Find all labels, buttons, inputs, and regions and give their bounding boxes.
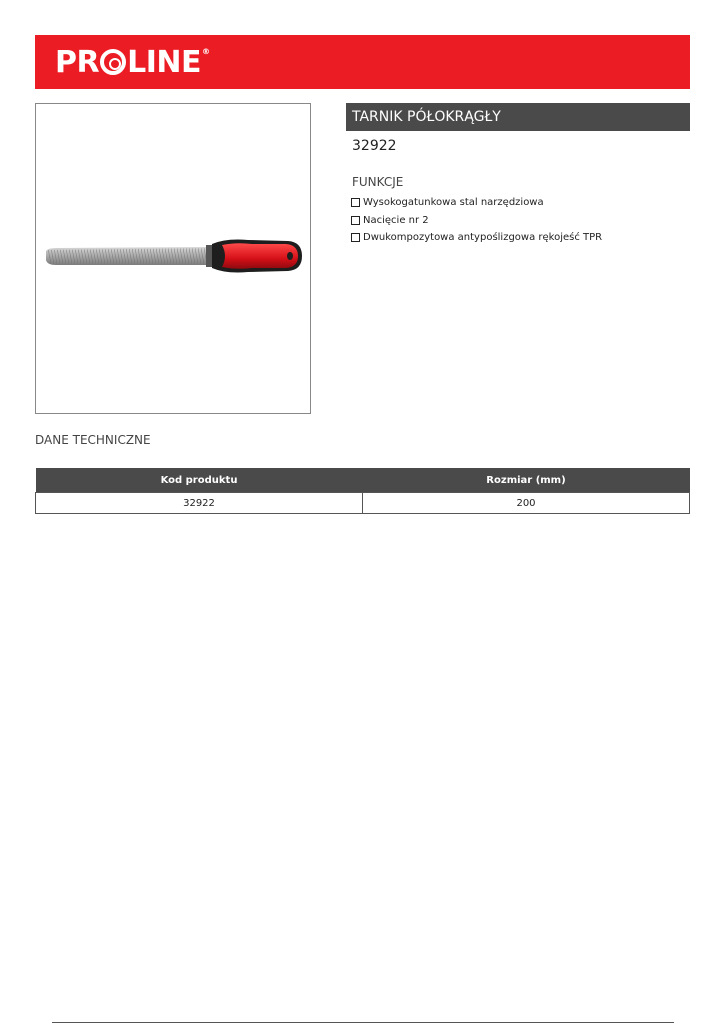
feature-item [351,212,602,230]
checkbox-icon [351,216,360,225]
table-header-row [36,468,690,493]
column-header-size: Rozmiar (mm) [363,468,690,493]
product-image [35,103,311,414]
technical-data-heading: DANE TECHNICZNE [35,433,151,447]
half-round-file-icon [36,104,310,413]
table-row [36,493,690,514]
feature-label: Dwukompozytowa antypoślizgowa rękojeść TPR [363,232,603,244]
proline-logo [55,45,209,79]
checkbox-icon [351,233,360,242]
feature-item [351,229,602,247]
column-header-code: Kod produktu [36,468,363,493]
feature-label: Wysokogatunkowa stal narzędziowa [363,197,544,209]
registered-mark: ® [201,47,210,56]
cell-size: 200 [363,493,690,514]
cell-code: 32922 [36,493,363,514]
spec-table [35,468,690,514]
feature-label: Nacięcie nr 2 [363,214,429,226]
product-code: 32922 [352,138,397,154]
logo-ring-icon [100,49,126,75]
feature-list [351,194,602,247]
brand-header [35,35,690,89]
feature-item [351,194,602,212]
product-title: TARNIK PÓŁOKRĄGŁY [346,103,690,131]
footer-divider [52,1022,674,1023]
logo-text-left: PR [55,44,100,80]
checkbox-icon [351,198,360,207]
logo-text-right: LINE [127,44,201,80]
functions-heading: FUNKCJE [352,175,404,189]
